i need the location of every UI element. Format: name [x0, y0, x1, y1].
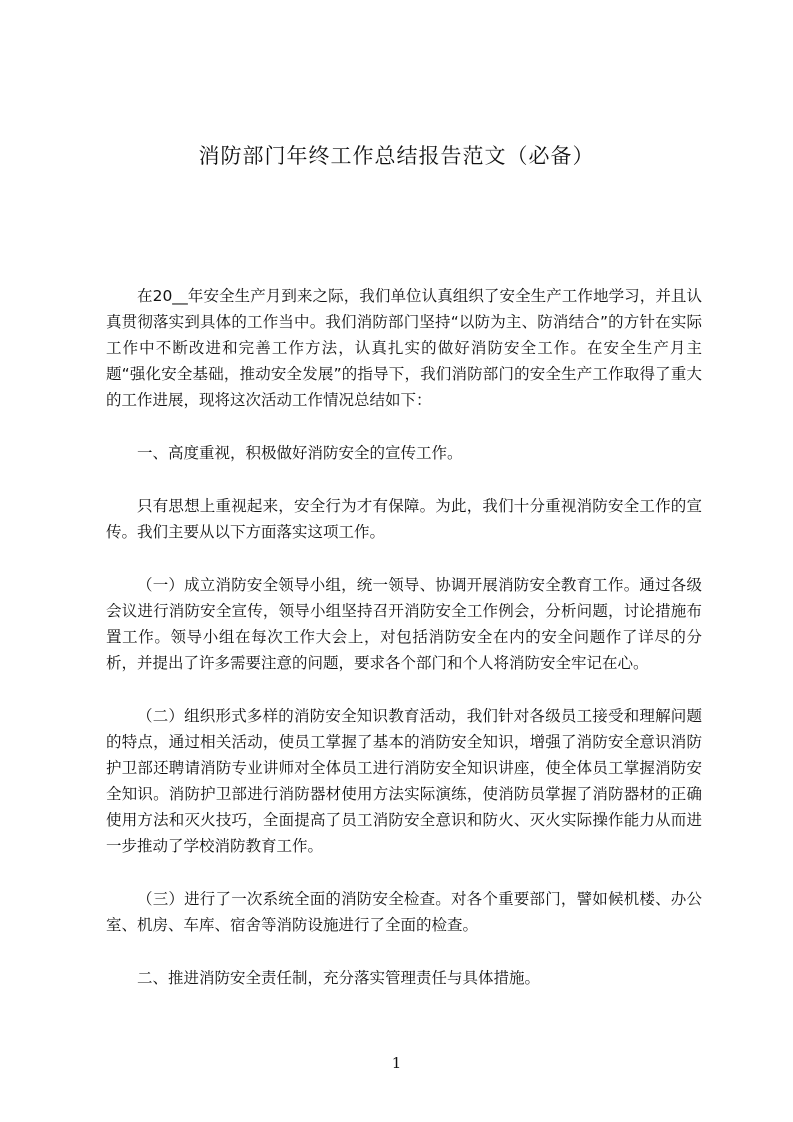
section-1-paragraph: 只有思想上重视起来，安全行为才有保障。为此，我们十分重视消防安全工作的宣传。我们主要从以下方面落实这项工作。: [106, 497, 702, 541]
intro-paragraph: 在20__年安全生产月到来之际，我们单位认真组织了安全生产工作地学习，并且认真贯彻落实到具体的工作当中。我们消防部门坚持“以防为主、防消结合”的方针在实际工作中不断改进和完善工作方法，认真扎实的做好消防安全工作。在安全生产月主题“强化安全基础，推动安全发展”的指导下，我们消防部门的安全生产工作取得了重大的工作进展，现将这次活动工作情况总结如下：: [106, 287, 702, 409]
subsection-2-paragraph: （二）组织形式多样的消防安全知识教育活动，我们针对各级员工接受和理解问题的特点，通过相关活动，使员工掌握了基本的消防安全知识，增强了消防安全意识消防护卫部还聘请消防专业讲师对全体员工进行消防安全知识讲座，使全体员工掌握消防安全知识。消防护卫部进行消防器材使用方法实际演练，使消防员掌握了消防器材的正确使用方法和灭火技巧，全面提高了员工消防安全意识和防火、灭火实际操作能力从而进一步推动了学校消防教育工作。: [106, 707, 702, 855]
document-body: [106, 283, 702, 1018]
subsection-1-paragraph: （一）成立消防安全领导小组，统一领导、协调开展消防安全教育工作。通过各级会议进行消防安全宣传，领导小组坚持召开消防安全工作例会，分析问题，讨论措施布置工作。领导小组在每次工作大会上，对包括消防安全在内的安全问题作了详尽的分析，并提出了许多需要注意的问题，要求各个部门和个人将消防安全牢记在心。: [106, 576, 702, 672]
section-heading-2: 二、推进消防安全责任制，充分落实管理责任与具体措施。: [137, 969, 541, 987]
document-title: 消防部门年终工作总结报告范文（必备）: [198, 144, 595, 168]
page-number: 1: [391, 1054, 402, 1072]
section-heading-1: 一、高度重视，积极做好消防安全的宣传工作。: [137, 444, 463, 462]
subsection-3-paragraph: （三）进行了一次系统全面的消防安全检查。对各个重要部门，譬如候机楼、办公室、机房、车库、宿舍等消防设施进行了全面的检查。: [106, 890, 702, 934]
